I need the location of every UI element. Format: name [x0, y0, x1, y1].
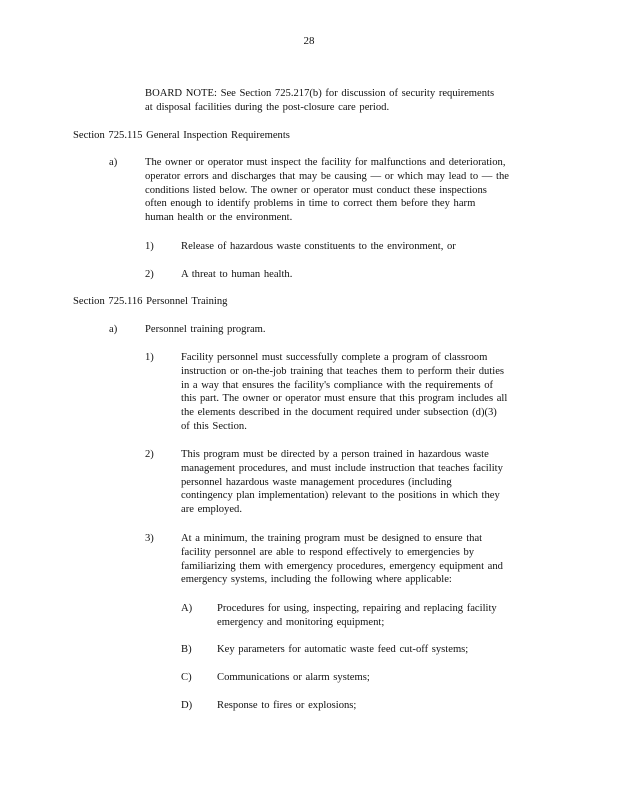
subitem-text: At a minimum, the training program must be designed to ensure that facility personnel are able to respond effectively to emergencies by familiarizing them with emergency procedures, emergency equipment and emergency systems, including the following where applicable: — [181, 533, 503, 586]
subsubitem-label: A) — [181, 603, 193, 614]
subitem-text: Release of hazardous waste constituents to the environment, or — [181, 241, 456, 252]
item-label: a) — [109, 157, 118, 168]
item-text: Personnel training program. — [145, 324, 266, 335]
subsubitem-text: Key parameters for automatic waste feed cut-off systems; — [217, 644, 469, 655]
subsubitem-label: D) — [181, 700, 193, 711]
subsubitem-text: Response to fires or explosions; — [217, 700, 357, 711]
item-label: a) — [109, 324, 118, 335]
subitem-label: 1) — [145, 352, 154, 363]
subsubitem-label: C) — [181, 672, 192, 683]
subitem-text: This program must be directed by a person trained in hazardous waste management procedures, and must include instruction that teaches facility personnel hazardous waste management procedures (including contingency plan implementation) relevant to the positions in which they are employed. — [181, 449, 503, 516]
subitem-label: 3) — [145, 533, 154, 544]
section-heading-725-116: Section 725.116 Personnel Training — [73, 296, 228, 307]
subitem-text: A threat to human health. — [181, 269, 293, 280]
subsubitem-text: Procedures for using, inspecting, repairing and replacing facility emergency and monitoring equipment; — [217, 603, 497, 628]
subitem-label: 1) — [145, 241, 154, 252]
subitem-label: 2) — [145, 449, 154, 460]
subsubitem-text: Communications or alarm systems; — [217, 672, 370, 683]
subitem-label: 2) — [145, 269, 154, 280]
item-text: The owner or operator must inspect the facility for malfunctions and deterioration, operator errors and discharges that may be causing — or which may lead to — the conditions listed below. The owner or operator must conduct these inspections often enough to identify problems in time to correct them before they harm human health or the environment. — [145, 157, 509, 224]
subitem-text: Facility personnel must successfully complete a program of classroom instruction or on-the-job training that teaches them to perform their duties in a way that ensures the facility's compliance with the requirements of this part. The owner or operator must ensure that this program includes all the elements described in the document required under subsection (d)(3) of this Section. — [181, 352, 508, 432]
subsubitem-label: B) — [181, 644, 192, 655]
page-number: 28 — [303, 35, 315, 47]
section-heading-725-115: Section 725.115 General Inspection Requirements — [73, 130, 290, 141]
board-note: BOARD NOTE: See Section 725.217(b) for discussion of security requirements at disposal facilities during the post-closure care period. — [145, 88, 495, 113]
